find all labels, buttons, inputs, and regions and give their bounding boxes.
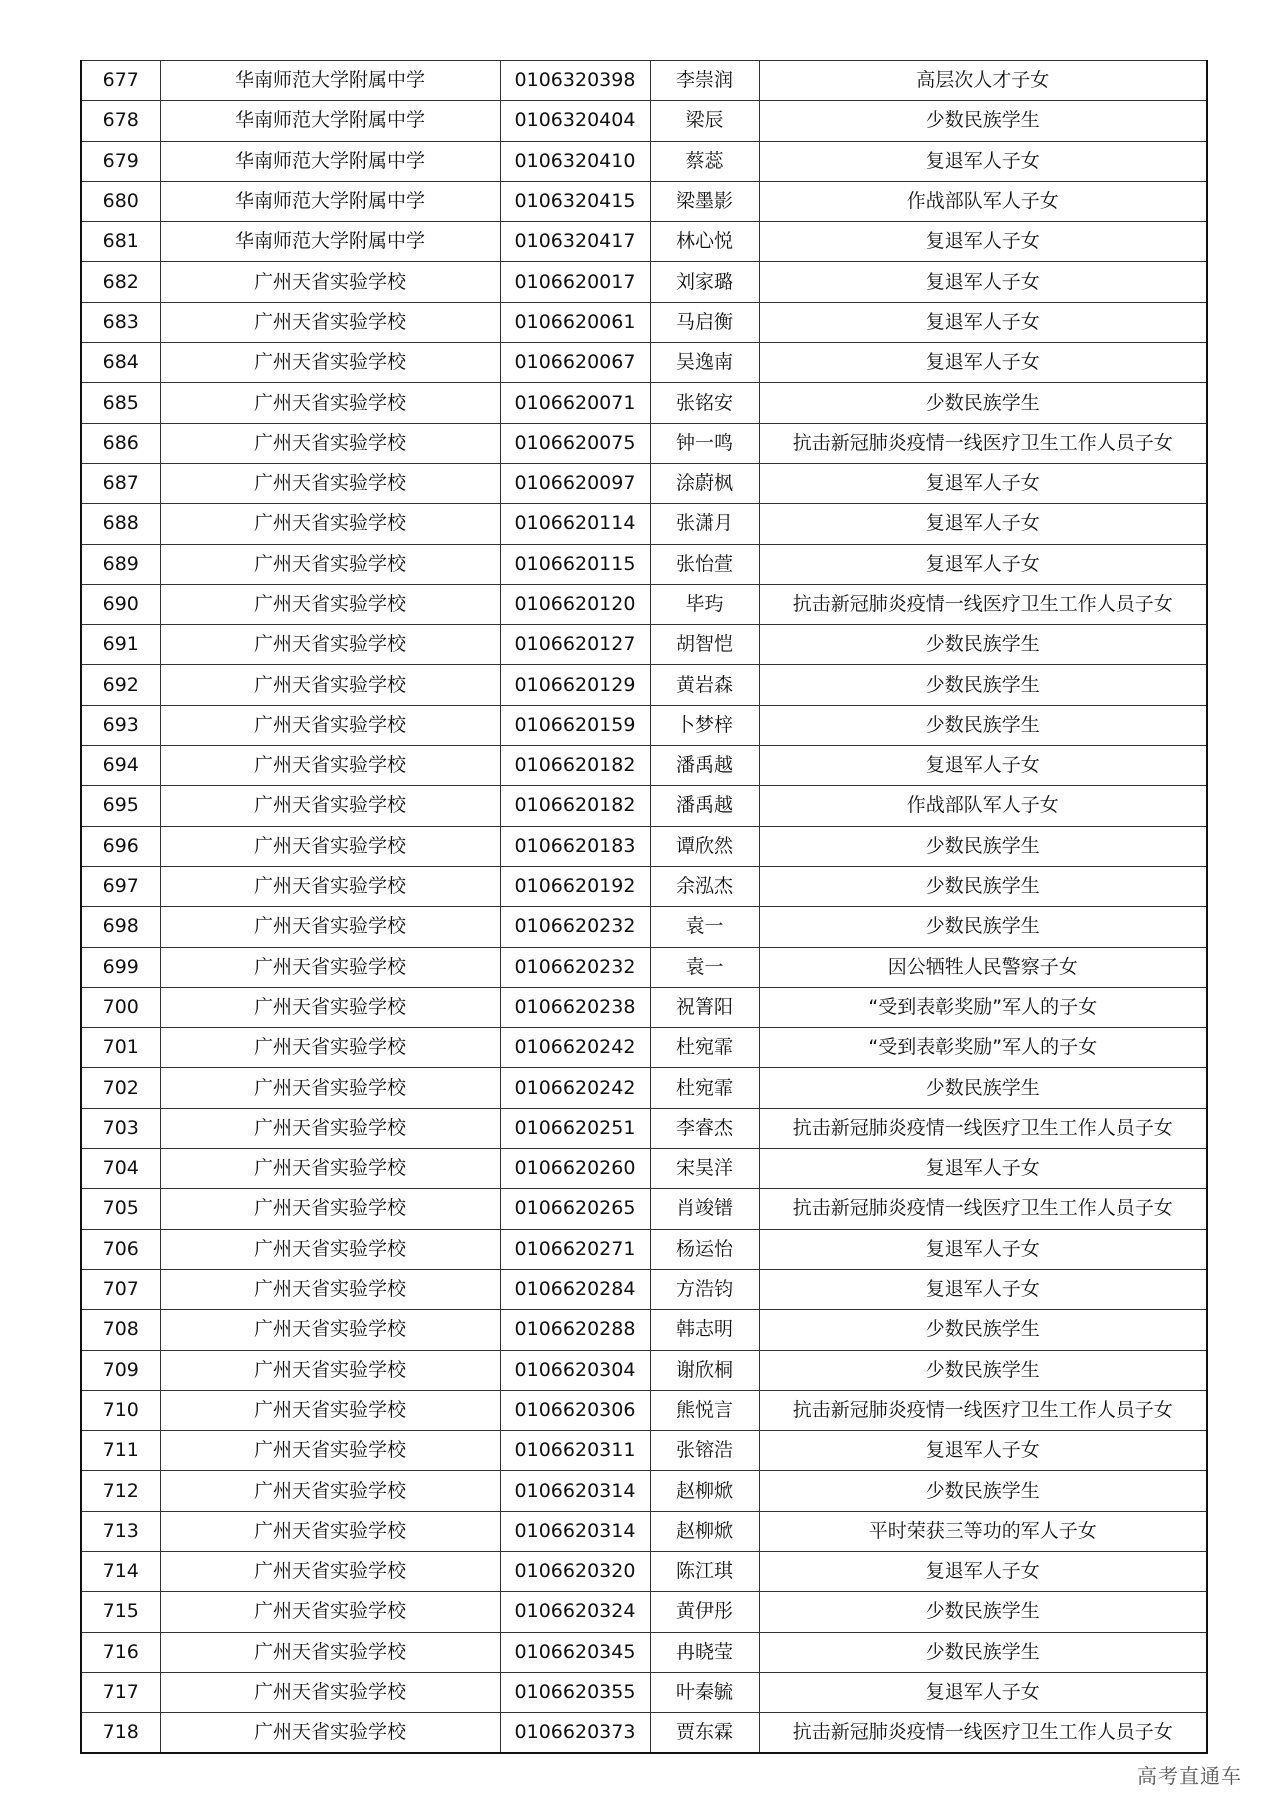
school-name-cell: 广州天省实验学校 — [160, 786, 500, 826]
student-name-cell: 杜宛霏 — [650, 1068, 759, 1108]
student-name-cell: 谢欣桐 — [650, 1350, 759, 1390]
student-id-cell: 0106620238 — [500, 987, 650, 1027]
table-row — [81, 463, 1207, 503]
student-name-cell: 黄岩森 — [650, 665, 759, 705]
school-name-cell: 广州天省实验学校 — [160, 343, 500, 383]
student-id-cell: 0106620120 — [500, 584, 650, 624]
watermark-logo: 高考直通车 — [1137, 1764, 1242, 1788]
student-id-cell: 0106620314 — [500, 1471, 650, 1511]
row-number-cell: 707 — [81, 1269, 160, 1309]
school-name-cell: 广州天省实验学校 — [160, 1068, 500, 1108]
student-id-cell: 0106620115 — [500, 544, 650, 584]
table-row — [81, 665, 1207, 705]
category-cell: 少数民族学生 — [759, 665, 1207, 705]
category-cell: 少数民族学生 — [759, 826, 1207, 866]
student-name-cell: 潘禹越 — [650, 746, 759, 786]
category-cell: 复退军人子女 — [759, 504, 1207, 544]
category-cell: 少数民族学生 — [759, 1471, 1207, 1511]
student-id-cell: 0106320398 — [500, 61, 650, 101]
category-cell: 平时荣获三等功的军人子女 — [759, 1511, 1207, 1551]
table-row — [81, 947, 1207, 987]
student-id-cell: 0106320410 — [500, 141, 650, 181]
student-id-cell: 0106620320 — [500, 1551, 650, 1591]
category-cell: 抗击新冠肺炎疫情一线医疗卫生工作人员子女 — [759, 1189, 1207, 1229]
category-cell: 抗击新冠肺炎疫情一线医疗卫生工作人员子女 — [759, 423, 1207, 463]
category-cell: 复退军人子女 — [759, 1551, 1207, 1591]
student-name-cell: 钟一鸣 — [650, 423, 759, 463]
category-cell: 复退军人子女 — [759, 463, 1207, 503]
table-row — [81, 746, 1207, 786]
row-number-cell: 689 — [81, 544, 160, 584]
student-id-cell: 0106620232 — [500, 907, 650, 947]
student-name-cell: 梁墨影 — [650, 181, 759, 221]
school-name-cell: 广州天省实验学校 — [160, 1350, 500, 1390]
student-name-cell: 贾东霖 — [650, 1713, 759, 1754]
school-name-cell: 广州天省实验学校 — [160, 1551, 500, 1591]
table-row — [81, 1471, 1207, 1511]
school-name-cell: 广州天省实验学校 — [160, 1108, 500, 1148]
student-name-cell: 肖竣镨 — [650, 1189, 759, 1229]
student-id-cell: 0106320415 — [500, 181, 650, 221]
school-name-cell: 广州天省实验学校 — [160, 1390, 500, 1430]
roster-table-body — [81, 61, 1207, 1754]
table-row — [81, 1310, 1207, 1350]
student-name-cell: 蔡蕊 — [650, 141, 759, 181]
table-row — [81, 101, 1207, 141]
row-number-cell: 701 — [81, 1028, 160, 1068]
category-cell: 少数民族学生 — [759, 1310, 1207, 1350]
school-name-cell: 广州天省实验学校 — [160, 383, 500, 423]
student-id-cell: 0106620355 — [500, 1672, 650, 1712]
school-name-cell: 广州天省实验学校 — [160, 1269, 500, 1309]
student-name-cell: 方浩钧 — [650, 1269, 759, 1309]
row-number-cell: 691 — [81, 625, 160, 665]
row-number-cell: 684 — [81, 343, 160, 383]
row-number-cell: 685 — [81, 383, 160, 423]
student-id-cell: 0106620183 — [500, 826, 650, 866]
row-number-cell: 681 — [81, 222, 160, 262]
category-cell: 复退军人子女 — [759, 544, 1207, 584]
row-number-cell: 692 — [81, 665, 160, 705]
row-number-cell: 697 — [81, 866, 160, 906]
category-cell: 少数民族学生 — [759, 1632, 1207, 1672]
table-row — [81, 1229, 1207, 1269]
student-id-cell: 0106620067 — [500, 343, 650, 383]
school-name-cell: 广州天省实验学校 — [160, 705, 500, 745]
student-name-cell: 潘禹越 — [650, 786, 759, 826]
table-row — [81, 504, 1207, 544]
row-number-cell: 693 — [81, 705, 160, 745]
row-number-cell: 677 — [81, 61, 160, 101]
row-number-cell: 686 — [81, 423, 160, 463]
student-name-cell: 谭欣然 — [650, 826, 759, 866]
school-name-cell: 广州天省实验学校 — [160, 625, 500, 665]
table-row — [81, 1149, 1207, 1189]
school-name-cell: 广州天省实验学校 — [160, 1592, 500, 1632]
table-row — [81, 1189, 1207, 1229]
category-cell: 作战部队军人子女 — [759, 181, 1207, 221]
table-row — [81, 1511, 1207, 1551]
table-row — [81, 181, 1207, 221]
student-name-cell: 林心悦 — [650, 222, 759, 262]
student-name-cell: 余泓杰 — [650, 866, 759, 906]
category-cell: 抗击新冠肺炎疫情一线医疗卫生工作人员子女 — [759, 1390, 1207, 1430]
table-row — [81, 625, 1207, 665]
row-number-cell: 695 — [81, 786, 160, 826]
school-name-cell: 广州天省实验学校 — [160, 826, 500, 866]
student-name-cell: 毕玙 — [650, 584, 759, 624]
student-name-cell: 涂蔚枫 — [650, 463, 759, 503]
row-number-cell: 680 — [81, 181, 160, 221]
student-name-cell: 张怡萱 — [650, 544, 759, 584]
school-name-cell: 广州天省实验学校 — [160, 423, 500, 463]
school-name-cell: 华南师范大学附属中学 — [160, 101, 500, 141]
student-name-cell: 叶秦毓 — [650, 1672, 759, 1712]
category-cell: 少数民族学生 — [759, 101, 1207, 141]
category-cell: 高层次人才子女 — [759, 61, 1207, 101]
student-id-cell: 0106620251 — [500, 1108, 650, 1148]
student-id-cell: 0106620071 — [500, 383, 650, 423]
table-row — [81, 705, 1207, 745]
student-id-cell: 0106620242 — [500, 1028, 650, 1068]
student-id-cell: 0106320404 — [500, 101, 650, 141]
school-name-cell: 广州天省实验学校 — [160, 1149, 500, 1189]
student-name-cell: 冉晓莹 — [650, 1632, 759, 1672]
student-id-cell: 0106620097 — [500, 463, 650, 503]
school-name-cell: 广州天省实验学校 — [160, 302, 500, 342]
student-id-cell: 0106620314 — [500, 1511, 650, 1551]
row-number-cell: 679 — [81, 141, 160, 181]
table-row — [81, 1431, 1207, 1471]
student-name-cell: 张潇月 — [650, 504, 759, 544]
category-cell: 少数民族学生 — [759, 625, 1207, 665]
row-number-cell: 706 — [81, 1229, 160, 1269]
row-number-cell: 700 — [81, 987, 160, 1027]
student-name-cell: 祝箐阳 — [650, 987, 759, 1027]
row-number-cell: 703 — [81, 1108, 160, 1148]
category-cell: 少数民族学生 — [759, 1068, 1207, 1108]
table-row — [81, 423, 1207, 463]
student-name-cell: 卜梦梓 — [650, 705, 759, 745]
table-row — [81, 1672, 1207, 1712]
category-cell: 少数民族学生 — [759, 907, 1207, 947]
row-number-cell: 715 — [81, 1592, 160, 1632]
student-id-cell: 0106620242 — [500, 1068, 650, 1108]
school-name-cell: 广州天省实验学校 — [160, 746, 500, 786]
student-name-cell: 陈江琪 — [650, 1551, 759, 1591]
category-cell: 复退军人子女 — [759, 1672, 1207, 1712]
school-name-cell: 广州天省实验学校 — [160, 947, 500, 987]
student-name-cell: 韩志明 — [650, 1310, 759, 1350]
student-id-cell: 0106320417 — [500, 222, 650, 262]
school-name-cell: 广州天省实验学校 — [160, 584, 500, 624]
category-cell: 少数民族学生 — [759, 383, 1207, 423]
student-id-cell: 0106620306 — [500, 1390, 650, 1430]
category-cell: “受到表彰奖励”军人的子女 — [759, 1028, 1207, 1068]
student-name-cell: 胡智恺 — [650, 625, 759, 665]
row-number-cell: 713 — [81, 1511, 160, 1551]
student-name-cell: 黄伊彤 — [650, 1592, 759, 1632]
student-name-cell: 宋昊洋 — [650, 1149, 759, 1189]
category-cell: “受到表彰奖励”军人的子女 — [759, 987, 1207, 1027]
category-cell: 少数民族学生 — [759, 1592, 1207, 1632]
category-cell: 复退军人子女 — [759, 746, 1207, 786]
school-name-cell: 广州天省实验学校 — [160, 1189, 500, 1229]
row-number-cell: 709 — [81, 1350, 160, 1390]
row-number-cell: 708 — [81, 1310, 160, 1350]
school-name-cell: 广州天省实验学校 — [160, 1028, 500, 1068]
student-id-cell: 0106620260 — [500, 1149, 650, 1189]
row-number-cell: 705 — [81, 1189, 160, 1229]
student-name-cell: 杜宛霏 — [650, 1028, 759, 1068]
table-row — [81, 343, 1207, 383]
row-number-cell: 682 — [81, 262, 160, 302]
student-id-cell: 0106620373 — [500, 1713, 650, 1754]
table-row — [81, 1632, 1207, 1672]
student-id-cell: 0106620284 — [500, 1269, 650, 1309]
table-row — [81, 302, 1207, 342]
table-row — [81, 826, 1207, 866]
category-cell: 抗击新冠肺炎疫情一线医疗卫生工作人员子女 — [759, 584, 1207, 624]
category-cell: 因公牺牲人民警察子女 — [759, 947, 1207, 987]
table-row — [81, 987, 1207, 1027]
school-name-cell: 华南师范大学附属中学 — [160, 61, 500, 101]
student-id-cell: 0106620114 — [500, 504, 650, 544]
school-name-cell: 广州天省实验学校 — [160, 665, 500, 705]
row-number-cell: 716 — [81, 1632, 160, 1672]
category-cell: 复退军人子女 — [759, 1229, 1207, 1269]
student-name-cell: 袁一 — [650, 947, 759, 987]
row-number-cell: 694 — [81, 746, 160, 786]
student-id-cell: 0106620159 — [500, 705, 650, 745]
student-id-cell: 0106620304 — [500, 1350, 650, 1390]
student-name-cell: 张铭安 — [650, 383, 759, 423]
school-name-cell: 华南师范大学附属中学 — [160, 141, 500, 181]
student-id-cell: 0106620017 — [500, 262, 650, 302]
row-number-cell: 699 — [81, 947, 160, 987]
table-row — [81, 141, 1207, 181]
student-name-cell: 袁一 — [650, 907, 759, 947]
school-name-cell: 广州天省实验学校 — [160, 1672, 500, 1712]
category-cell: 复退军人子女 — [759, 222, 1207, 262]
student-id-cell: 0106620192 — [500, 866, 650, 906]
row-number-cell: 718 — [81, 1713, 160, 1754]
table-row — [81, 544, 1207, 584]
row-number-cell: 712 — [81, 1471, 160, 1511]
category-cell: 复退军人子女 — [759, 262, 1207, 302]
student-name-cell: 赵柳焮 — [650, 1511, 759, 1551]
table-row — [81, 907, 1207, 947]
school-name-cell: 广州天省实验学校 — [160, 1471, 500, 1511]
school-name-cell: 广州天省实验学校 — [160, 1431, 500, 1471]
table-row — [81, 1350, 1207, 1390]
school-name-cell: 广州天省实验学校 — [160, 463, 500, 503]
row-number-cell: 683 — [81, 302, 160, 342]
school-name-cell: 广州天省实验学校 — [160, 262, 500, 302]
student-name-cell: 马启衡 — [650, 302, 759, 342]
student-id-cell: 0106620182 — [500, 786, 650, 826]
table-row — [81, 1551, 1207, 1591]
school-name-cell: 广州天省实验学校 — [160, 1713, 500, 1754]
school-name-cell: 广州天省实验学校 — [160, 1632, 500, 1672]
table-row — [81, 584, 1207, 624]
student-name-cell: 熊悦言 — [650, 1390, 759, 1430]
student-name-cell: 赵柳焮 — [650, 1471, 759, 1511]
student-id-cell: 0106620288 — [500, 1310, 650, 1350]
school-name-cell: 广州天省实验学校 — [160, 987, 500, 1027]
row-number-cell: 711 — [81, 1431, 160, 1471]
student-id-cell: 0106620265 — [500, 1189, 650, 1229]
row-number-cell: 710 — [81, 1390, 160, 1430]
student-name-cell: 刘家璐 — [650, 262, 759, 302]
table-row — [81, 222, 1207, 262]
row-number-cell: 687 — [81, 463, 160, 503]
table-row — [81, 1269, 1207, 1309]
table-row — [81, 1592, 1207, 1632]
student-name-cell: 吴逸南 — [650, 343, 759, 383]
school-name-cell: 广州天省实验学校 — [160, 1229, 500, 1269]
row-number-cell: 698 — [81, 907, 160, 947]
table-row — [81, 383, 1207, 423]
row-number-cell: 717 — [81, 1672, 160, 1712]
category-cell: 复退军人子女 — [759, 1431, 1207, 1471]
category-cell: 少数民族学生 — [759, 866, 1207, 906]
student-name-cell: 梁辰 — [650, 101, 759, 141]
student-id-cell: 0106620311 — [500, 1431, 650, 1471]
table-row — [81, 262, 1207, 302]
category-cell: 复退军人子女 — [759, 1269, 1207, 1309]
student-id-cell: 0106620127 — [500, 625, 650, 665]
row-number-cell: 704 — [81, 1149, 160, 1189]
category-cell: 作战部队军人子女 — [759, 786, 1207, 826]
student-id-cell: 0106620345 — [500, 1632, 650, 1672]
row-number-cell: 696 — [81, 826, 160, 866]
student-id-cell: 0106620182 — [500, 746, 650, 786]
school-name-cell: 广州天省实验学校 — [160, 544, 500, 584]
school-name-cell: 广州天省实验学校 — [160, 866, 500, 906]
school-name-cell: 华南师范大学附属中学 — [160, 222, 500, 262]
row-number-cell: 690 — [81, 584, 160, 624]
table-row — [81, 866, 1207, 906]
category-cell: 抗击新冠肺炎疫情一线医疗卫生工作人员子女 — [759, 1713, 1207, 1754]
student-id-cell: 0106620324 — [500, 1592, 650, 1632]
roster-table — [80, 60, 1208, 1754]
student-id-cell: 0106620232 — [500, 947, 650, 987]
student-name-cell: 张镕浩 — [650, 1431, 759, 1471]
student-name-cell: 李崇润 — [650, 61, 759, 101]
student-id-cell: 0106620129 — [500, 665, 650, 705]
table-row — [81, 786, 1207, 826]
table-row — [81, 1713, 1207, 1754]
student-name-cell: 杨运怡 — [650, 1229, 759, 1269]
category-cell: 少数民族学生 — [759, 705, 1207, 745]
table-row — [81, 1108, 1207, 1148]
table-row — [81, 1028, 1207, 1068]
category-cell: 少数民族学生 — [759, 1350, 1207, 1390]
student-id-cell: 0106620271 — [500, 1229, 650, 1269]
table-row — [81, 1390, 1207, 1430]
student-id-cell: 0106620075 — [500, 423, 650, 463]
row-number-cell: 678 — [81, 101, 160, 141]
student-name-cell: 李睿杰 — [650, 1108, 759, 1148]
category-cell: 复退军人子女 — [759, 1149, 1207, 1189]
row-number-cell: 714 — [81, 1551, 160, 1591]
category-cell: 复退军人子女 — [759, 343, 1207, 383]
table-row — [81, 1068, 1207, 1108]
category-cell: 抗击新冠肺炎疫情一线医疗卫生工作人员子女 — [759, 1108, 1207, 1148]
row-number-cell: 688 — [81, 504, 160, 544]
category-cell: 复退军人子女 — [759, 302, 1207, 342]
school-name-cell: 广州天省实验学校 — [160, 1511, 500, 1551]
student-id-cell: 0106620061 — [500, 302, 650, 342]
school-name-cell: 广州天省实验学校 — [160, 907, 500, 947]
category-cell: 复退军人子女 — [759, 141, 1207, 181]
school-name-cell: 广州天省实验学校 — [160, 504, 500, 544]
row-number-cell: 702 — [81, 1068, 160, 1108]
table-row — [81, 61, 1207, 101]
school-name-cell: 华南师范大学附属中学 — [160, 181, 500, 221]
school-name-cell: 广州天省实验学校 — [160, 1310, 500, 1350]
